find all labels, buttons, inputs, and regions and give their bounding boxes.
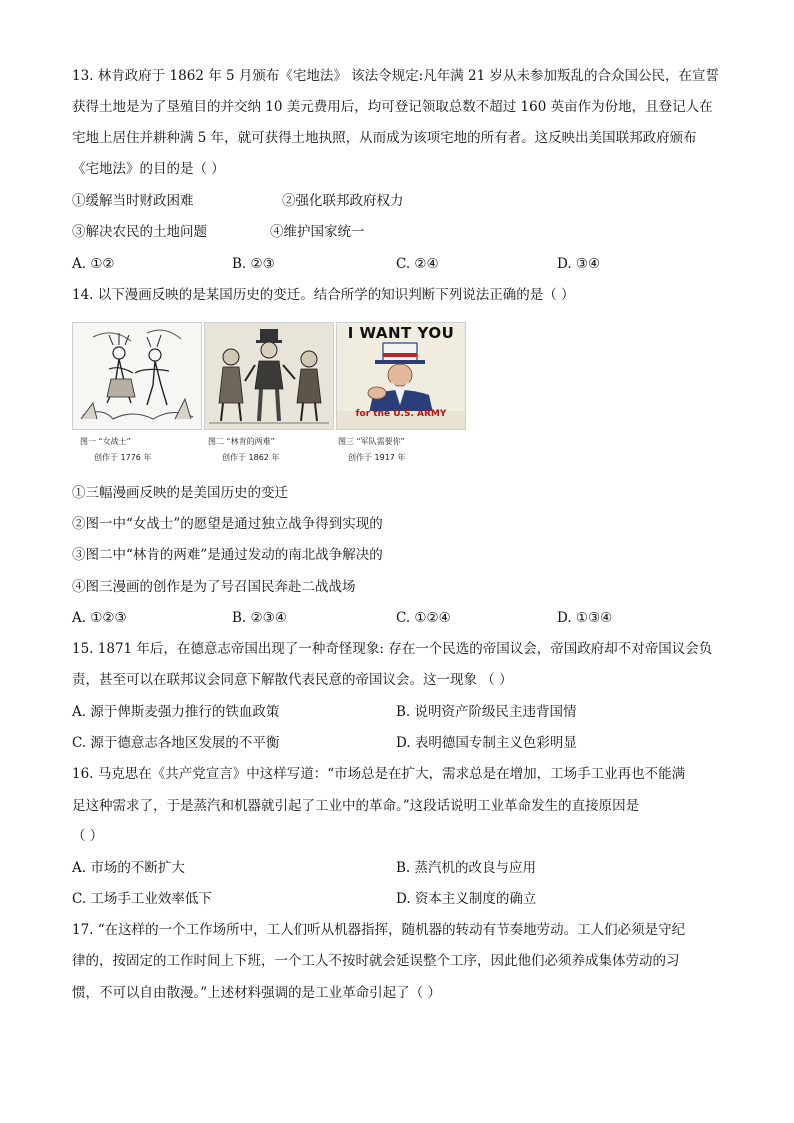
figure-2-cartoon (204, 322, 334, 430)
q16-option-c[interactable]: C. 工场手工业效率低下 (72, 891, 212, 907)
q14-statement-1: ①三幅漫画反映的是美国历史的变迁 (72, 485, 288, 501)
poster-subline: for the U.S. ARMY (355, 409, 447, 419)
q13-item-3: ③解决农民的土地问题 (72, 224, 207, 240)
q13-item-1: ①缓解当时财政困难 (72, 193, 194, 209)
q14-statement-2: ②图一中“女战士”的愿望是通过独立战争得到实现的 (72, 516, 383, 532)
q13-option-c[interactable]: C. ②④ (396, 256, 439, 272)
q15-option-d[interactable]: D. 表明德国专制主义色彩明显 (396, 735, 577, 751)
q15-stem-line-2: 责，甚至可以在联邦议会同意下解散代表民意的帝国议会。这一现象 （ ） (72, 672, 513, 688)
q13-item-4: ④维护国家统一 (270, 224, 365, 240)
q14-option-b[interactable]: B. ②③④ (232, 610, 287, 626)
q17-stem-line-1: 17. “在这样的一个工作场所中，工人们听从机器指挥，随机器的转动有节奏地劳动。工人们必须是守纪 (72, 922, 686, 938)
q16-option-a[interactable]: A. 市场的不断扩大 (72, 860, 185, 876)
q17-stem-line-3: 惯，不可以自由散漫。”上述材料强调的是工业革命引起了（ ） (72, 985, 441, 1001)
q16-stem-line-1: 16. 马克思在《共产党宣言》中这样写道：“市场总是在扩大，需求总是在增加，工场手工业再也不能满 (72, 766, 686, 782)
q13-option-d[interactable]: D. ③④ (557, 256, 601, 272)
figure-2-caption: 图二 “林肯的两难” (208, 437, 275, 446)
q13-option-a[interactable]: A. ①② (72, 256, 115, 272)
figure-2-date: 创作于 1862 年 (222, 453, 280, 462)
poster-headline: I WANT YOU (347, 324, 455, 342)
figure-3-caption: 图三 “军队需要你” (338, 437, 405, 446)
q14-option-c[interactable]: C. ①②④ (396, 610, 451, 626)
figure-1-cartoon (72, 322, 202, 430)
q14-option-d[interactable]: D. ①③④ (557, 610, 613, 626)
q15-stem-line-1: 15. 1871 年后，在德意志帝国出现了一种奇怪现象: 存在一个民选的帝国议会，帝国政府却不对帝国议会负 (72, 641, 713, 657)
q16-option-d[interactable]: D. 资本主义制度的确立 (396, 891, 537, 907)
q16-stem-line-3: （ ） (72, 828, 104, 844)
q17-stem-line-2: 律的，按固定的工作时间上下班，一个工人不按时就会延误整个工序，因此他们必须养成集体劳动的习 (72, 953, 680, 969)
q14-option-a[interactable]: A. ①②③ (72, 610, 127, 626)
q13-stem-line-4: 《宅地法》的目的是（ ） (72, 161, 225, 177)
figure-1-illustration (73, 323, 201, 429)
figure-2-illustration (205, 323, 333, 429)
q13-item-2: ②强化联邦政府权力 (282, 193, 404, 209)
q13-stem-line-2: 获得土地是为了垦殖目的并交纳 10 美元费用后，均可登记领取总数不超过 160 英亩作为份地，且登记人在 (72, 99, 713, 115)
q15-option-c[interactable]: C. 源于德意志各地区发展的不平衡 (72, 735, 280, 751)
q13-stem-line-1: 13. 林肯政府于 1862 年 5 月颁布《宅地法》 该法令规定:凡年满 21 岁从未参加叛乱的合众国公民，在宣誓 (72, 68, 719, 84)
q13-option-b[interactable]: B. ②③ (232, 256, 275, 272)
figure-1-date: 创作于 1776 年 (94, 453, 152, 462)
q16-stem-line-2: 足这种需求了，于是蒸汽和机器就引起了工业中的革命。”这段话说明工业革命发生的直接原因是 (72, 798, 640, 814)
q15-option-b[interactable]: B. 说明资产阶级民主违背国情 (396, 704, 577, 720)
q13-stem-line-3: 宅地上居住并耕种满 5 年，就可获得土地执照，从而成为该项宅地的所有者。这反映出美国联邦政府颁布 (72, 130, 697, 146)
q15-option-a[interactable]: A. 源于俾斯麦强力推行的铁血政策 (72, 704, 280, 720)
figure-3-poster (336, 322, 466, 430)
figure-3-date: 创作于 1917 年 (348, 453, 406, 462)
q14-statement-4: ④图三漫画的创作是为了号召国民奔赴二战战场 (72, 579, 356, 595)
q14-stem: 14. 以下漫画反映的是某国历史的变迁。结合所学的知识判断下列说法正确的是（ ） (72, 287, 575, 303)
q14-statement-3: ③图二中“林肯的两难”是通过发动的南北战争解决的 (72, 547, 383, 563)
q16-option-b[interactable]: B. 蒸汽机的改良与应用 (396, 860, 537, 876)
figure-1-caption: 图一 “女战士” (80, 437, 131, 446)
